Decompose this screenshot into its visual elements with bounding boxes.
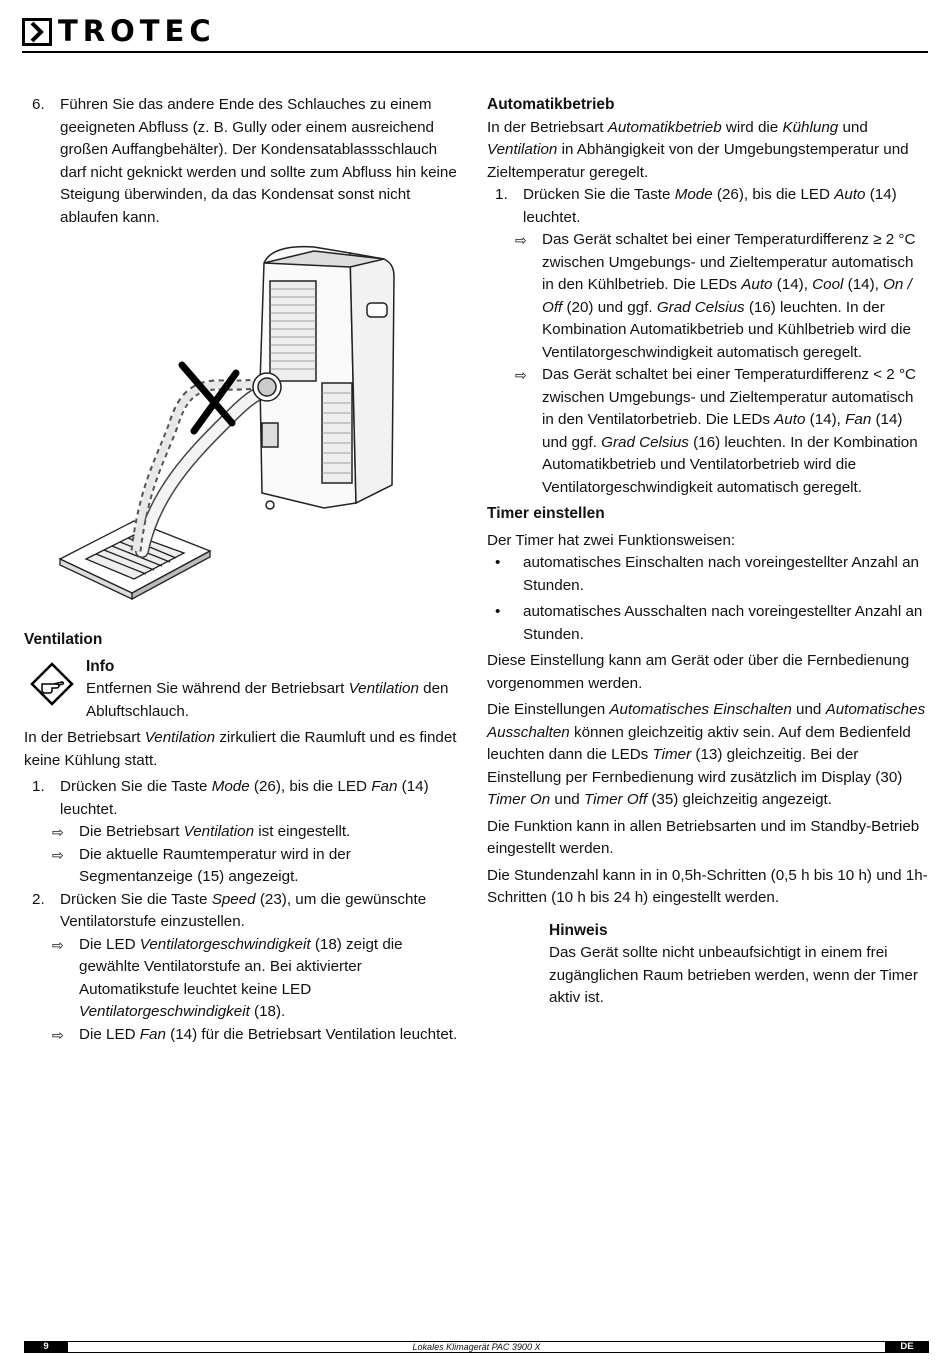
result-arrow-icon: ⇨ — [515, 367, 527, 383]
page-header — [22, 16, 928, 52]
timer-intro: Der Timer hat zwei Funktionsweisen: — [487, 531, 736, 549]
ventilation-step-2: 2. Drücken Sie die Taste Speed (23), um die gewünschte Ventilatorstufe einzustellen. — [32, 890, 427, 930]
result-arrow-icon: ⇨ — [52, 824, 64, 840]
pointing-hand-diamond-icon — [30, 662, 74, 706]
language-code: DE — [885, 1341, 929, 1353]
hint-box — [487, 920, 929, 1010]
timer-bullet-1: • automatisches Einschalten nach voreingestellter Anzahl an Stunden. — [495, 554, 919, 594]
result-arrow-icon: ⇨ — [515, 232, 527, 248]
bullet-icon: • — [495, 554, 501, 571]
result-3: ⇨ Die LED Ventilatorgeschwindigkeit (18) zeigt die gewählte Ventilatorstufe an. Bei aktivierter Automatikstufe leuchtet keine LED Ventilatorgeschwindigkeit (18). — [52, 935, 403, 1020]
air-conditioner-drain-illustration — [24, 233, 464, 613]
step-6: 6. Führen Sie das andere Ende des Schlauches zu einem geeigneten Abfluss (z. B. Gully oder einem ausreichend großen Auffangbehälter). Der Kondensatablassschlauch darf nicht geknickt werden und sollte zum Abfluss hin keine Steigung überwinden, da das Kondensat sonst nicht ablaufen kann. — [32, 96, 457, 226]
page-number: 9 — [24, 1341, 68, 1353]
result-4: ⇨ Die LED Fan (14) für die Betriebsart Ventilation leuchtet. — [24, 1024, 464, 1047]
hint-text: Das Gerät sollte nicht unbeaufsichtigt in einem frei zugänglichen Raum betrieben werden, wenn der Timer aktiv ist. — [549, 944, 918, 1006]
bullet-icon: • — [495, 603, 501, 620]
auto-result-1: ⇨ Das Gerät schaltet bei einer Temperaturdifferenz ≥ 2 °C zwischen Umgebungs- und Zieltemperatur automatisch in den Kühlbetrieb. Die LEDs Auto (14), Cool (14), On / Off (20) und ggf. Grad Celsius (16) leuchten. In der Kombination Automatikbetrieb und Kühlbetrieb wird die Ventilatorgeschwindigkeit automatisch geregelt. — [515, 231, 916, 361]
auto-step-1: 1. Drücken Sie die Taste Mode (26), bis die LED Auto (14) leuchtet. — [495, 186, 897, 226]
auto-intro: In der Betriebsart Automatikbetrieb wird die Kühlung und Ventilation in Abhängigkeit von der Umgebungstemperatur und Zieltemperatur geregelt. — [487, 118, 909, 181]
result-arrow-icon: ⇨ — [52, 936, 64, 953]
info-title: Info — [86, 657, 115, 675]
ventilation-intro: In der Betriebsart Ventilation zirkuliert die Raumluft und es findet keine Kühlung statt. — [24, 729, 457, 769]
timer-para-2: Die Einstellungen Automatisches Einschalten und Automatisches Ausschalten können gleichzeitig aktiv sein. Auf dem Bedienfeld leuchten dann die LEDs Timer (13) gleichzeitig. Bei der Einstellung per Fernbedienung wird zusätzlich im Display (30) Timer On und Timer Off (35) gleichzeitig angezeigt. — [487, 701, 926, 808]
timer-para-1: Diese Einstellung kann am Gerät oder über die Fernbedienung vorgenommen werden. — [487, 652, 910, 692]
header-rule — [22, 51, 928, 53]
auto-heading: Automatikbetrieb — [487, 96, 615, 113]
floor-drain-icon — [60, 521, 210, 599]
left-column — [24, 94, 464, 1046]
result-1: ⇨ Die Betriebsart Ventilation ist eingestellt. — [24, 821, 464, 844]
timer-heading: Timer einstellen — [487, 505, 605, 522]
brand-logo-text: TROTEC — [58, 14, 216, 48]
result-2: ⇨ Die aktuelle Raumtemperatur wird in der Segmentanzeige (15) angezeigt. — [52, 845, 351, 885]
trotec-logo-chevron-icon — [22, 18, 52, 46]
result-arrow-icon: ⇨ — [52, 1026, 64, 1043]
info-box — [24, 656, 464, 724]
footer-title: Lokales Klimagerät PAC 3900 X — [412, 1342, 541, 1352]
info-text: Entfernen Sie während der Betriebsart Ventilation den Abluftschlauch. — [86, 680, 449, 720]
timer-para-3: Die Funktion kann in allen Betriebsarten und im Standby-Betrieb eingestellt werden. — [487, 817, 920, 857]
auto-result-2: ⇨ Das Gerät schaltet bei einer Temperaturdifferenz < 2 °C zwischen Umgebungs- und Zieltemperatur automatisch in den Ventilatorbetrieb. Die LEDs Auto (14), Fan (14) und ggf. Grad Celsius (16) leuchten. In der Kombination Automatikbetrieb und Ventilatorbetrieb wird die Ventilatorgeschwindigkeit automatisch geregelt. — [515, 366, 918, 496]
right-column — [487, 94, 929, 1010]
ventilation-step-1: 1. Drücken Sie die Taste Mode (26), bis die LED Fan (14) leuchtet. — [32, 778, 429, 818]
result-arrow-icon: ⇨ — [52, 846, 64, 863]
air-conditioner-unit-icon — [253, 247, 394, 509]
timer-para-4: Die Stundenzahl kann in in 0,5h-Schritten (0,5 h bis 10 h) und 1h-Schritten (10 h bis 24 h) eingestellt werden. — [487, 866, 928, 906]
ventilation-heading: Ventilation — [24, 631, 103, 648]
hint-title: Hinweis — [549, 921, 608, 939]
timer-bullet-2: • automatisches Ausschalten nach voreingestellter Anzahl an Stunden. — [495, 603, 923, 643]
page-footer — [24, 1341, 929, 1353]
